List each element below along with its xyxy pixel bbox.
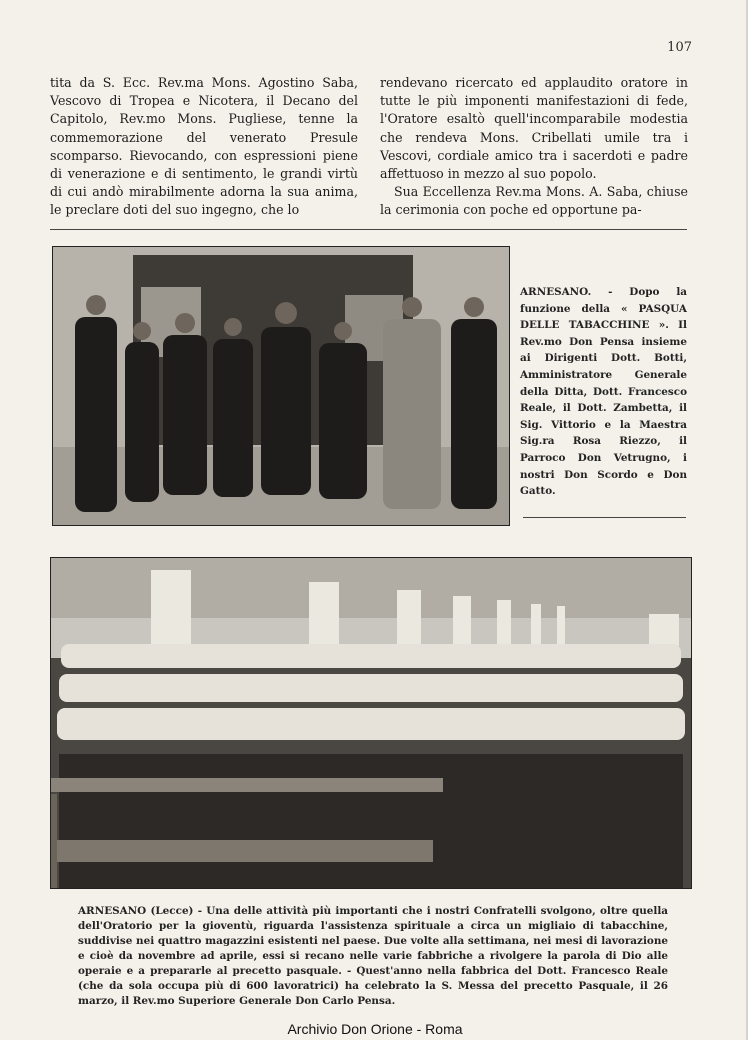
text-column-left [50,74,358,220]
section-divider [50,229,687,230]
hall-photo [50,557,692,889]
right-column-paragraph-2: Sua Eccellenza Rev.ma Mons. A. Saba, chiuse la cerimonia con poche ed opportune pa- [380,184,688,218]
text-column-right [380,74,688,220]
page-number: 107 [667,40,692,55]
caption-divider [523,517,686,518]
archive-footer: Archivio Don Orione - Roma [287,1021,463,1037]
left-column-paragraph: tita da S. Ecc. Rev.ma Mons. Agostino Saba, Vescovo di Tropea e Nicotera, il Decano del Capitolo, Rev.mo Mons. Pugliese, tenne la commemorazione del venerato Presule scomparso. Rievocando, con espressioni piene di venerazione e di sentimento, le grandi virtù di cui andò mirabilmente adorna la sua anima, le preclare doti del suo ingegno, che lo [50,75,358,218]
group-photo [52,246,510,526]
photo-caption-2: ARNESANO (Lecce) - Una delle attività più importanti che i nostri Confratelli svolgono, oltre quella dell'Oratorio per la gioventù, riguarda l'assistenza spirituale a circa un migliaio di tabacchine, suddivise nei quattro magazzini esistenti nel paese. Due volte alla settimana, nei mesi di lavorazione e cioè da novembre ad aprile, essi si recano nelle varie fabbriche a rivolgere la parola di Dio alle operaie e a prepararle al precetto pasquale. - Quest'anno nella fabbrica del Dott. Francesco Reale (che da sola occupa più di 600 lavoratrici) ha celebrato la S. Messa del precetto Pasquale, il 26 marzo, il Rev.mo Superiore Generale Don Carlo Pensa. [78,905,668,1007]
right-column-paragraph-1: rendevano ricercato ed applaudito oratore in tutte le più imponenti manifestazioni di fede, l'Oratore esaltò quell'incomparabile modestia che rendeva Mons. Cribellati umile tra i Vescovi, cordiale amico tra i sacerdoti e padre affettuoso in mezzo al suo popolo. [380,75,688,182]
photo-caption-1: ARNESANO. - Dopo la funzione della « PASQUA DELLE TABACCHINE ». Il Rev.mo Don Pensa insieme ai Dirigenti Dott. Botti, Amministratore Generale della Ditta, Dott. Francesco Reale, il Dott. Zambetta, il Sig. Vittorio e la Maestra Sig.ra Rosa Riezzo, il Parroco Don Vetrugno, i nostri Don Scordo e Don Gatto. [520,286,687,498]
